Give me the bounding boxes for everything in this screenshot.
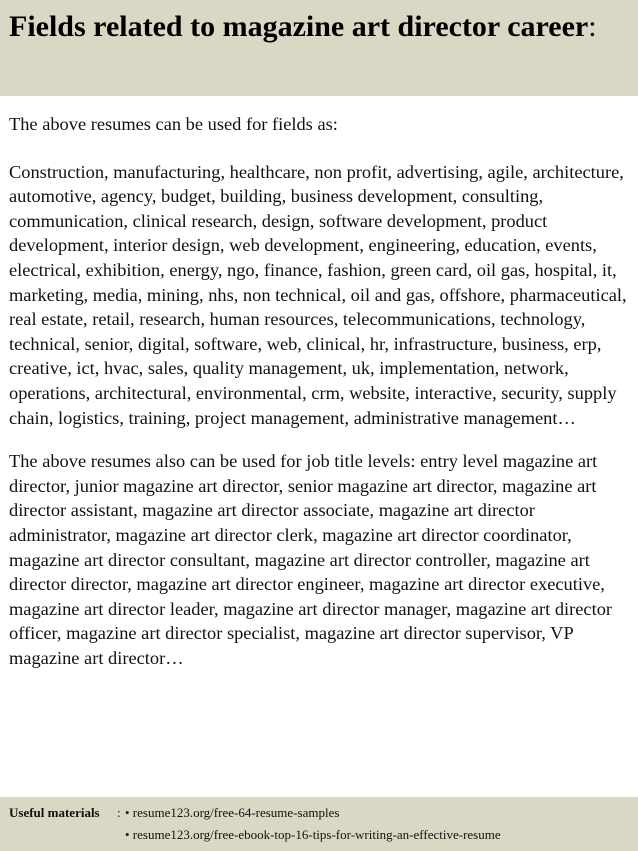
- page-title-text: Fields related to magazine art director career: [9, 10, 589, 43]
- job-levels-paragraph: The above resumes also can be used for job title levels: entry level magazine art director, junior magazine art director, senior magazine art director, magazine art director assistant, magazine art director associate, magazine art director administrator, magazine art director clerk, magazine art director coordinator, magazine art director consultant, magazine art director controller, magazine art director director, magazine art director engineer, magazine art director executive, magazine art director leader, magazine art director manager, magazine art director officer, magazine art director specialist, magazine art director supervisor, VP magazine art director…: [9, 451, 613, 668]
- useful-materials-colon: :: [117, 805, 121, 820]
- fields-paragraph: Construction, manufacturing, healthcare, non profit, advertising, agile, architecture, automotive, agency, budget, building, business development, consulting, communication, clinical research, design, software development, product development, interior design, web development, engineering, education, events, electrical, exhibition, energy, ngo, finance, fashion, green card, oil gas, hospital, it, marketing, media, mining, nhs, non technical, oil and gas, offshore, pharmaceutical, real estate, retail, research, human resources, telecommunications, technology, technical, senior, digital, software, web, clinical, hr, infrastructure, business, erp, creative, ict, hvac, sales, quality management, uk, implementation, network, operations, architectural, environmental, crm, website, interactive, security, supply chain, logistics, training, project management, administrative management…: [9, 161, 627, 428]
- ebook-tips-link[interactable]: • resume123.org/free-ebook-top-16-tips-for-writing-an-effective-resume: [125, 827, 501, 842]
- intro-paragraph: The above resumes can be used for fields as:: [9, 114, 338, 134]
- useful-materials-label: Useful materials: [9, 805, 100, 820]
- content-area: [9, 112, 633, 670]
- resume-samples-link[interactable]: • resume123.org/free-64-resume-samples: [125, 805, 340, 820]
- page-title: [9, 6, 629, 47]
- page-title-colon: :: [588, 10, 597, 43]
- title-band: [0, 0, 638, 96]
